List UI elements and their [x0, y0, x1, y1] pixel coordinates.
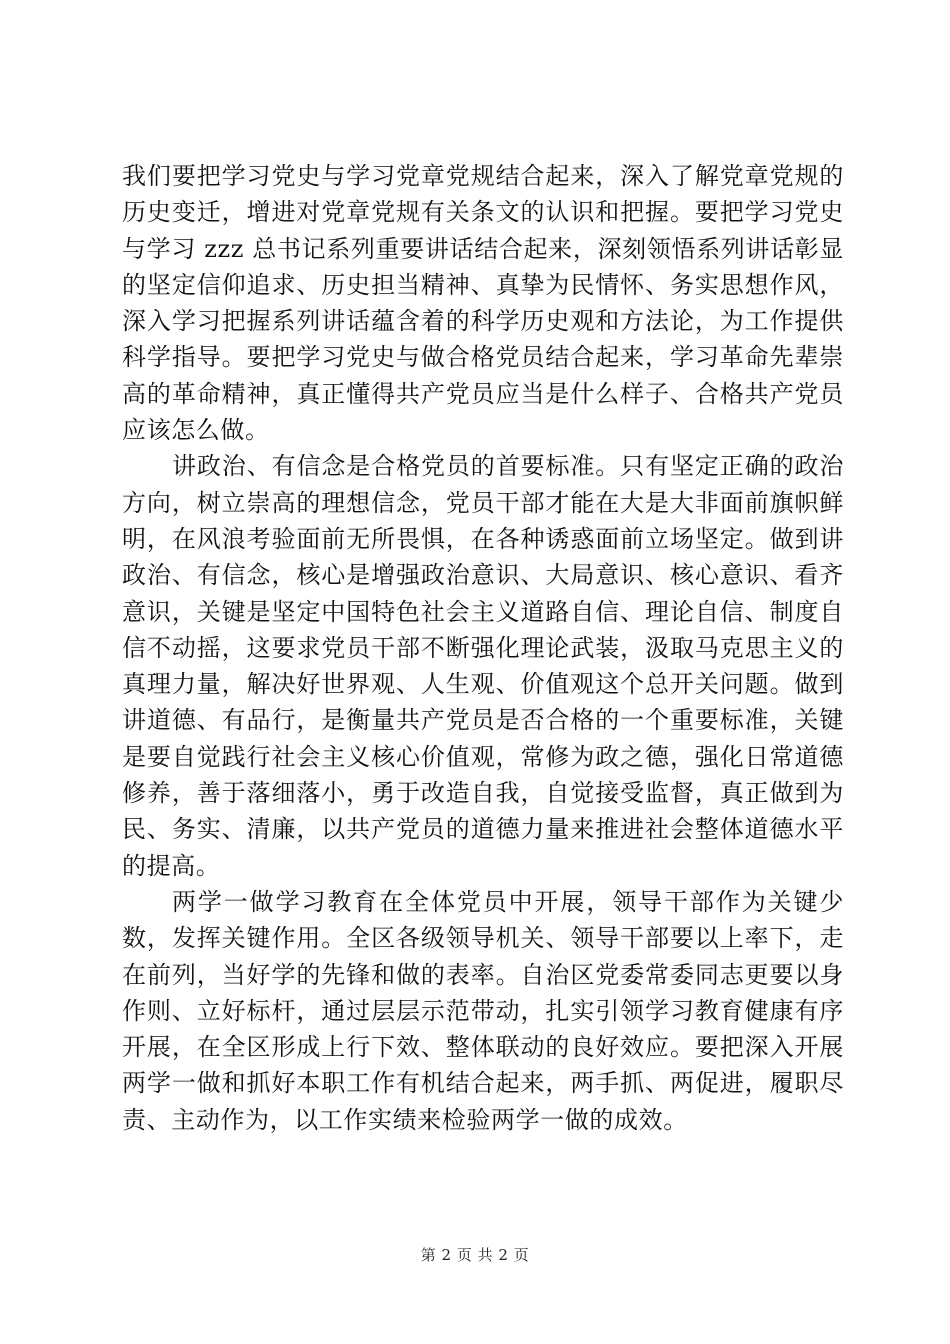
paragraph-1: 我们要把学习党史与学习党章党规结合起来，深入了解党章党规的历史变迁，增进对党章党规有关条文的认识和把握。要把学习党史与学习 zzz 总书记系列重要讲话结合起来，深刻领悟系列讲话彰显的坚定信仰追求、历史担当精神、真挚为民情怀、务实思想作风，深入学习把握系列讲话蕴含着的科学历史观和方法论，为工作提供科学指导。要把学习党史与做合格党员结合起来，学习革命先辈崇高的革命精神，真正懂得共产党员应当是什么样子、合格共产党员应该怎么做。 [122, 162, 844, 445]
paragraph-3: 两学一做学习教育在全体党员中开展，领导干部作为关键少数，发挥关键作用。全区各级领导机关、领导干部要以上率下，走在前列，当好学的先锋和做的表率。自治区党委常委同志更要以身作则、立好标杆，通过层层示范带动，扎实引领学习教育健康有序开展，在全区形成上行下效、整体联动的良好效应。要把深入开展两学一做和抓好本职工作有机结合起来，两手抓、两促进，履职尽责、主动作为，以工作实绩来检验两学一做的成效。 [122, 887, 844, 1134]
document-body [122, 158, 844, 1138]
page-footer: 第 2 页 共 2 页 [420, 1246, 530, 1264]
paragraph-2: 讲政治、有信念是合格党员的首要标准。只有坚定正确的政治方向，树立崇高的理想信念，党员干部才能在大是大非面前旗帜鲜明，在风浪考验面前无所畏惧，在各种诱惑面前立场坚定。做到讲政治、有信念，核心是增强政治意识、大局意识、核心意识、看齐意识，关键是坚定中国特色社会主义道路自信、理论自信、制度自信不动摇，这要求党员干部不断强化理论武装，汲取马克思主义的真理力量，解决好世界观、人生观、价值观这个总开关问题。做到讲道德、有品行，是衡量共产党员是否合格的一个重要标准，关键是要自觉践行社会主义核心价值观，常修为政之德，强化日常道德修养，善于落细落小，勇于改造自我，自觉接受监督，真正做到为民、务实、清廉，以共产党员的道德力量来推进社会整体道德水平的提高。 [122, 452, 844, 880]
